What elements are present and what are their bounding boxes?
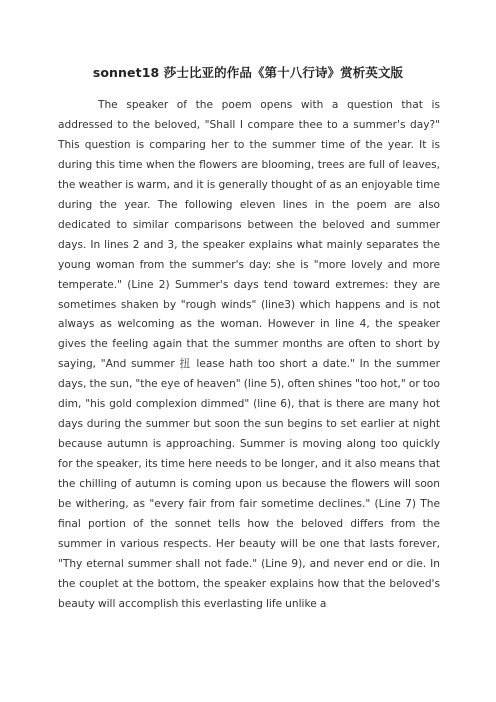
body-paragraph: The speaker of the poem opens with a question that is addressed to the beloved, "Shall I compare thee to a summer's day?" This question is comparing her to the summer time of the year. It is during this time when the flowers are blooming, trees are full of leaves, the weather is warm, and it is generally thought of as an enjoyable time during the year. The following eleven lines in the poem are also dedicated to similar comparisons between the beloved and summer days. In lines 2 and 3, the speaker explains what mainly separates the young woman from the summer's day: she is "more lovely and more temperate." (Line 2) Summer's days tend toward extremes: they are sometimes shaken by "rough winds" (line3) which happens and is not always as welcoming as the woman. However in line 4, the speaker gives the feeling again that the summer months are often to short by saying, "And summer 扭 lease hath too short a date." In the summer days, the sun, "the eye of heaven" (line 5), often shines "too hot," or too dim, "his gold complexion dimmed" (line 6), that is there are many hot days during the summer but soon the sun begins to set earlier at night because autumn is approaching. Summer is moving along too quickly for the speaker, its time here needs to be longer, and it also means that the chilling of autumn is coming upon us because the flowers will soon be withering, as "every fair from fair sometime declines." (Line 7) The final portion of the sonnet tells how the beloved differs from the summer in various respects. Her beauty will be one that lasts forever, "Thy eternal summer shall not fade." (Line 9), and never end or die. In the couplet at the bottom, the speaker explains how that the beloved's beauty will accomplish this everlasting life unlike a xyxy=(58,99,440,610)
page-title: sonnet18 莎士比亚的作品《第十八行诗》赏析英文版 xyxy=(92,65,404,80)
